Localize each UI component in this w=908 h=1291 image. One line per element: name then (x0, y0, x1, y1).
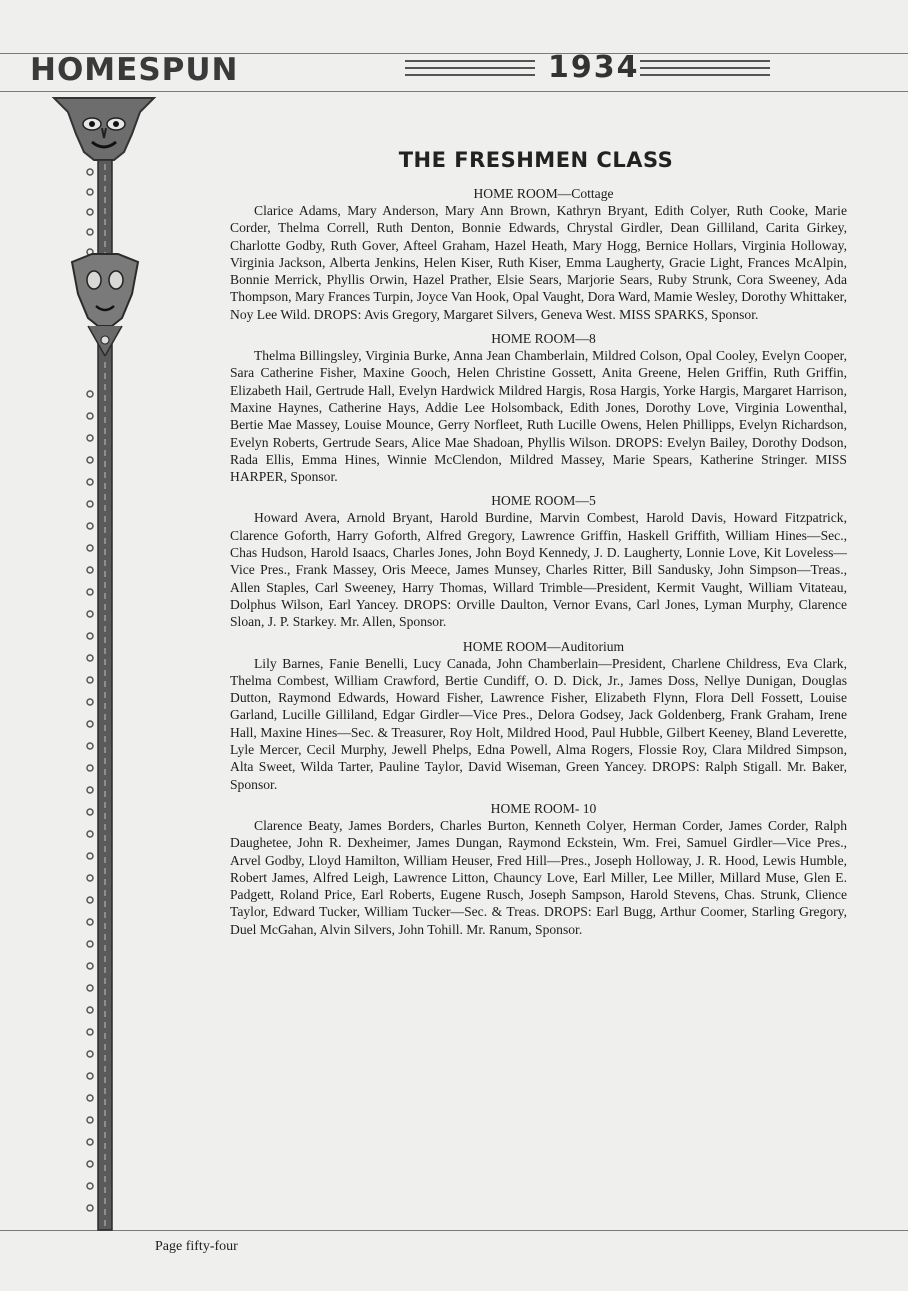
year-right-decoration (640, 60, 770, 86)
publication-title: HOMESPUN (30, 52, 239, 88)
home-room-section (230, 638, 847, 793)
home-room-heading: HOME ROOM—5 (491, 493, 596, 509)
home-room-section (230, 185, 847, 323)
mask-face-icon (54, 98, 154, 160)
home-room-heading: HOME ROOM—Cottage (473, 186, 614, 201)
home-room-roster: Clarence Beaty, James Borders, Charles Burton, Kenneth Colyer, Herman Corder, James Corder, Ralph Daughetee, John R. Dexheimer, James Dungan, Raymond Eckstein, Wm. Frei, Samuel Girdler—Vice Pres., Arvel Godby, Lloyd Hamilton, William Heuser, Fred Hill—Pres., Joseph Holloway, J. R. Hood, Lewis Humble, Robert James, Alfred Leigh, Lawrence Litton, Chauncy Love, Earl Miller, Lee Miller, Millard Muse, Glen E. Padgett, Roland Price, Earl Roberts, Eugene Rusch, Joseph Sampson, Harold Stevens, Chas. Strunk, Clience Taylor, Edward Tucker, William Tucker—Sec. & Treas. DROPS: Earl Bugg, Arthur Coomer, Starling Gregory, Duel McGahan, Alvin Silvers, John Tohill. Mr. Ranum, Sponsor. (230, 817, 847, 937)
home-room-section (230, 330, 847, 485)
year-label: 1934 (548, 50, 640, 85)
home-room-roster: Thelma Billingsley, Virginia Burke, Anna Jean Chamberlain, Mildred Colson, Opal Cooley, Evelyn Cooper, Sara Catherine Fisher, Maxine Gooch, Helen Christine Gossett, Anita Greene, Helen Griffin, Ruth Griffin, Elizabeth Hail, Gertrude Hall, Evelyn Hardwick Mildred Hargis, Rosa Hargis, Yorke Hargis, Margaret Harrison, Maxine Haynes, Catherine Hays, Addie Lee Holsomback, Edith Jones, Dorothy Love, Virginia Lowenthal, Bertie Mae Massey, Louise Mounce, Gerry Norfleet, Ruth Lucille Owens, Helen Phillipps, Evelyn Richardson, Evelyn Roberts, Gertrude Sears, Alice Mae Shadoan, Phyllis Wilson. DROPS: Evelyn Bailey, Dorothy Dodson, Rada Ellis, Emma Hines, Winnie McClendon, Mildred Massey, Marie Spears, Katherine Stringer. MISS HARPER, Sponsor. (230, 348, 847, 485)
home-room-roster: Clarice Adams, Mary Anderson, Mary Ann Brown, Kathryn Bryant, Edith Colyer, Ruth Cooke, Marie Corder, Thelma Correll, Ruth Denton, Bonnie Edwards, Chrystal Girdler, Dean Gilliland, Carita Girkey, Charlotte Godby, Ruth Gover, Afteel Graham, Hazel Heath, Mary Hogg, Bernice Hollars, Virginia Holloway, Virginia Jackson, Alberta Jenkins, Helen Kiser, Ruth Kiser, Emma Laugherty, Gracie Light, Frances McAlpin, Bonnie Merrick, Phyllis Orwin, Hazel Prather, Elsie Sears, Marjorie Sears, Ruby Strunk, Cora Sweeney, Ada Thompson, Mary Frances Turpin, Joyce Van Hook, Opal Vaught, Dora Ward, Mamie Wesley, Dorothy Whittaker, Noy Lee Wild. DROPS: Avis Gregory, Margaret Silvers, Geneva West. MISS SPARKS, Sponsor. (230, 203, 847, 322)
carved-head-icon (72, 254, 138, 356)
home-room-section (230, 800, 847, 938)
home-room-heading: HOME ROOM- 10 (490, 800, 597, 816)
header-bottom-rule (0, 91, 908, 92)
page-number: Page fifty-four (155, 1239, 238, 1254)
home-room-heading: HOME ROOM—Auditorium (462, 638, 625, 654)
home-room-list (230, 185, 847, 945)
page-title: THE FRESHMEN CLASS (398, 148, 674, 172)
home-room-section (230, 492, 847, 630)
home-room-roster: Lily Barnes, Fanie Benelli, Lucy Canada, John Chamberlain—President, Charlene Childress, Eva Clark, Thelma Combest, William Crawford, Bertie Cundiff, O. D. Dick, Jr., James Doss, Nellye Dunigan, Douglas Dutton, Raymond Edwards, Howard Fisher, Lawrence Fisher, Elizabeth Flynn, Flora Dell Fossett, Louise Garland, Lucille Gilliland, Edgar Girdler—Vice Pres., Delora Godsey, Jack Goldenberg, Frank Graham, Irene Hall, Maxine Hines—Sec. & Treasurer, Roy Holt, Mildred Hood, Paul Hubble, Gilbert Keeney, Bland Leverette, Lyle Mercer, Cecil Murphy, Jewell Phelps, Edna Powell, Alma Rogers, Flossie Roy, Clara Mildred Simpson, Alta Sweet, Wilda Tarter, Pauline Taylor, David Wiseman, Green Yancey. DROPS: Ralph Stigall. Mr. Baker, Sponsor. (230, 655, 847, 792)
totem-pole-ornament (52, 94, 156, 1234)
year-left-decoration (405, 60, 535, 86)
home-room-roster: Howard Avera, Arnold Bryant, Harold Burdine, Marvin Combest, Harold Davis, Howard Fitzpatrick, Clarence Goforth, Harry Goforth, Alfred Gregory, Lawrence Griffin, Haskell Griffith, William Hines—Sec., Chas Hudson, Harold Isaacs, Charles Jones, John Boyd Kennedy, J. D. Laugherty, Lonnie Love, Kit Loveless—Vice Pres., Frank Massey, Oris Meece, James Munsey, Charles Ritter, Bill Sandusky, John Simpson—Treas., Allen Staples, Carl Sweeney, Harry Thomas, Willard Trimble—President, Kermit Vaught, William Vitateau, Dolphus Wilson, Earl Yancey. DROPS: Orville Daulton, Vernor Evans, Carl Jones, Lyman Murphy, Clarence Sloan, J. P. Starkey. Mr. Allen, Sponsor. (230, 510, 847, 630)
home-room-heading: HOME ROOM—8 (491, 331, 596, 347)
